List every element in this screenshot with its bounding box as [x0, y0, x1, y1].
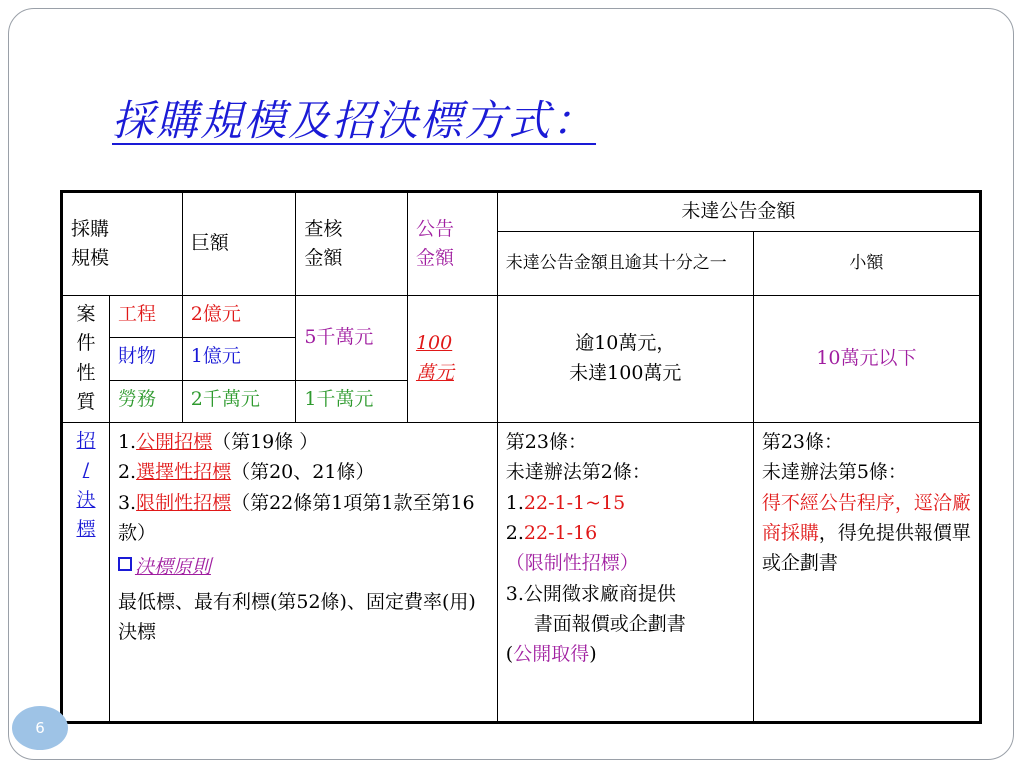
row-type-services: 勞務 — [109, 380, 182, 422]
slide-title: 採購規模及招決標方式： — [112, 96, 597, 145]
tender-methods — [109, 422, 497, 722]
small-rules: 第23條： 未達辦法第5條： 得不經公告程序，逕洽廠商採購，得免提供報價單或企劃書 — [753, 422, 980, 722]
method-open-link[interactable]: 公開招標 — [136, 430, 213, 453]
award-text: 最低標、最有利標(第52條)、固定費率(用)決標 — [117, 590, 476, 644]
case-nature-label: 案 件 性 質 — [62, 296, 110, 423]
header-below-announce: 未達公告金額 — [497, 192, 980, 232]
review-services: 1千萬元 — [296, 380, 408, 422]
header-scale: 採購 規模 — [62, 192, 183, 296]
award-principle-link[interactable]: 決標原則 — [134, 556, 211, 579]
method-selective-link[interactable]: 選擇性招標 — [136, 461, 232, 484]
huge-goods: 1億元 — [182, 338, 296, 380]
tender-label[interactable]: 招 / 決 標 — [62, 422, 110, 722]
announce-amount: 100 萬元 — [407, 296, 497, 423]
method-limited-link[interactable]: 限制性招標 — [136, 491, 232, 514]
header-below-tenth: 未達公告金額且逾其十分之一 — [497, 232, 753, 296]
header-small: 小額 — [753, 232, 980, 296]
review-shared: 5千萬元 — [296, 296, 408, 381]
small-range: 10萬元以下 — [753, 296, 980, 423]
huge-works: 2億元 — [182, 296, 296, 338]
page-number-badge: 6 — [12, 706, 68, 750]
method-open: 1.公開招標（第19條 ） — [117, 430, 319, 453]
header-announce: 公告 金額 — [407, 192, 497, 296]
row-type-works: 工程 — [109, 296, 182, 338]
method-selective: 2.選擇性招標（第20、21條） — [117, 461, 375, 484]
procurement-rules-table — [60, 190, 982, 724]
header-review: 查核 金額 — [296, 192, 408, 296]
row-type-goods: 財物 — [109, 338, 182, 380]
square-bullet-icon — [118, 557, 132, 571]
header-huge: 巨額 — [182, 192, 296, 296]
award-principle — [118, 552, 489, 582]
huge-services: 2千萬元 — [182, 380, 296, 422]
method-limited: 3.限制性招標（第22條第1項第1款至第16款） — [117, 491, 475, 544]
tenth-rules: 第23條： 未達辦法第2條： 1.22-1-1~15 2.22-1-16 （限制性招標） 3.公開徵求廠商提供 書面報價或企劃書 (公開取得) — [497, 422, 753, 722]
tenth-range: 逾10萬元， 未達100萬元 — [497, 296, 753, 423]
